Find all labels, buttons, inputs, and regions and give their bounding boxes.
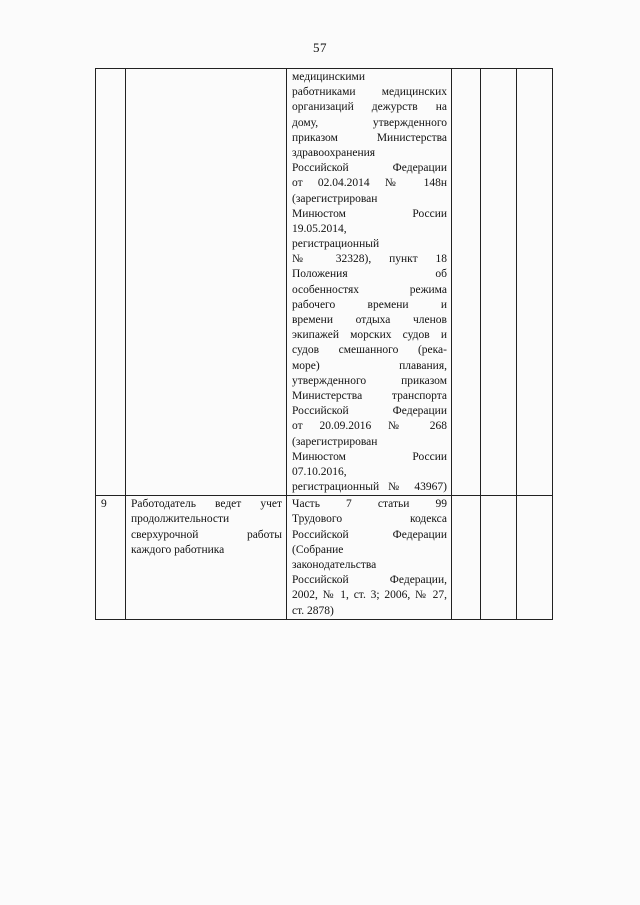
requirement-text — [126, 69, 286, 70]
text-line: организаций дежурств на — [292, 101, 447, 114]
text-line: приказом Министерства — [292, 131, 447, 144]
text-line: от 20.09.2016 № 268 — [292, 420, 447, 433]
text-line: особенностях режима — [292, 283, 447, 296]
text-line: (зарегистрирован — [292, 192, 378, 205]
text-line: (зарегистрирован — [292, 435, 378, 448]
text-line: работниками медицинских — [292, 86, 447, 99]
text-line: Трудового кодекса — [292, 513, 447, 526]
requirements-table — [95, 68, 553, 620]
answer-no-cell — [481, 496, 517, 620]
answer-no-cell — [481, 69, 517, 496]
text-line: утвержденного приказом — [292, 374, 447, 387]
text-line: регистрационный — [292, 238, 380, 251]
answer-yes-cell — [452, 496, 481, 620]
text-line: каждого работника — [131, 543, 225, 556]
text-line: (Собрание — [292, 543, 344, 556]
table-row — [96, 69, 553, 496]
text-line: 19.05.2014, — [292, 222, 347, 235]
text-line: продолжительности — [131, 513, 230, 526]
requirement-text — [126, 496, 286, 558]
row-number: 9 — [101, 498, 107, 511]
text-line: дому, утвержденного — [292, 116, 447, 129]
text-line: экипажей морских судов и — [292, 329, 447, 342]
table-row — [96, 496, 553, 620]
text-line: регистрационный № 43967) — [292, 481, 447, 494]
text-line: Министерства транспорта — [292, 389, 447, 402]
row-number-cell — [96, 496, 126, 620]
text-line: ст. 2878) — [292, 604, 334, 617]
text-line: Положения об — [292, 268, 447, 281]
text-line: судов смешанного (река- — [292, 344, 447, 357]
answer-yes-cell — [452, 69, 481, 496]
row-number — [96, 69, 125, 70]
answer-na-cell — [517, 496, 553, 620]
text-line: здравоохранения — [292, 146, 376, 159]
text-line: море) плавания, — [292, 359, 447, 372]
text-line: Минюстом России — [292, 450, 447, 463]
text-line: времени отдыха членов — [292, 314, 447, 326]
text-line: Российской Федерации — [292, 528, 447, 541]
requirement-cell — [126, 69, 287, 496]
text-line: Работодатель ведет учет — [131, 498, 282, 511]
row-number-cell — [96, 69, 126, 496]
text-line: Российской Федерации, — [292, 574, 447, 587]
text-line: Российской Федерации — [292, 162, 447, 175]
answer-na-cell — [517, 69, 553, 496]
text-line: № 32328), пункт 18 — [292, 253, 447, 266]
requirement-cell — [126, 496, 287, 620]
text-line: от 02.04.2014 № 148н — [292, 177, 447, 190]
page-number: 57 — [313, 40, 327, 55]
text-line: Минюстом России — [292, 207, 447, 220]
legal-act-text — [287, 496, 451, 619]
legal-act-cell — [287, 69, 452, 496]
text-line: 07.10.2016, — [292, 465, 347, 478]
text-line: Российской Федерации — [292, 405, 447, 418]
text-line: медицинскими — [292, 71, 365, 83]
legal-act-cell — [287, 496, 452, 620]
legal-act-text — [287, 69, 451, 495]
text-line: законодательства — [292, 559, 377, 571]
text-line: Часть 7 статьи 99 — [292, 498, 447, 511]
text-line: 2002, № 1, ст. 3; 2006, № 27, — [292, 589, 447, 602]
text-line: рабочего времени и — [292, 298, 447, 311]
text-line: сверхурочной работы — [131, 528, 282, 541]
